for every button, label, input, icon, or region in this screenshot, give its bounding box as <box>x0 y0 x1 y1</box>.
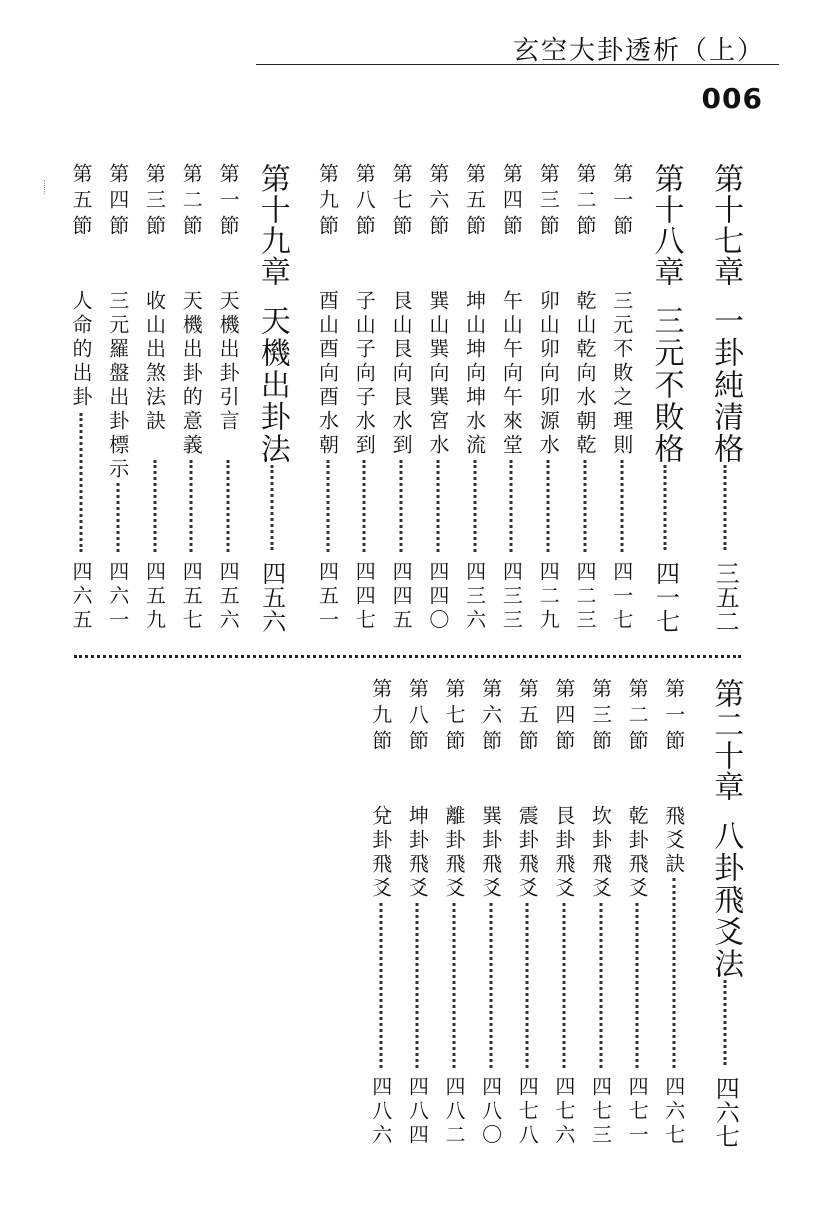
section-label: 第三節 <box>588 678 613 756</box>
toc-entry[interactable] <box>660 678 688 1148</box>
section-title: 子山子向子水到 <box>352 290 377 458</box>
section-label: 第二節 <box>625 678 650 756</box>
section-page: 四三六 <box>462 561 487 633</box>
dot-leader <box>363 460 366 552</box>
section-page: 四八二 <box>442 1076 467 1148</box>
dot-leader <box>599 903 602 1068</box>
section-title: 三元不敗之理則 <box>609 290 634 458</box>
toc-chapter-20[interactable] <box>704 678 747 1148</box>
header-rule <box>256 64 779 65</box>
section-title: 收山出煞法訣 <box>142 290 167 434</box>
section-title: 巽山巽向巽宮水 <box>425 290 450 458</box>
section-title: 艮卦飛爻 <box>551 805 576 901</box>
toc-entry[interactable] <box>440 678 468 1148</box>
section-label: 第二節 <box>572 163 597 241</box>
dot-leader <box>400 460 403 552</box>
dot-leader <box>270 465 273 550</box>
chapter-title: 三元不敗格 <box>648 305 684 465</box>
section-label: 第四節 <box>551 678 576 756</box>
toc-entry[interactable] <box>387 163 415 633</box>
dot-leader <box>489 903 492 1068</box>
section-title: 巽卦飛爻 <box>478 805 503 901</box>
section-label: 第五節 <box>68 163 93 241</box>
section-label: 第八節 <box>352 163 377 241</box>
section-title: 震卦飛爻 <box>515 805 540 901</box>
section-page: 四六五 <box>68 561 93 633</box>
toc-chapter-18[interactable] <box>644 163 688 633</box>
page-number: 006 <box>701 82 763 115</box>
section-label: 第三節 <box>142 163 167 241</box>
section-page: 四五九 <box>142 561 167 633</box>
chapter-title: 一卦純清格 <box>708 305 744 465</box>
toc-entry[interactable] <box>367 678 395 1148</box>
dot-leader <box>664 465 667 550</box>
section-page: 四八〇 <box>478 1076 503 1148</box>
chapter-page: 四六七 <box>711 1076 740 1148</box>
chapter-label: 第十八章 <box>648 163 684 287</box>
dot-leader <box>636 903 639 1068</box>
section-title: 艮山艮向艮水到 <box>389 290 414 458</box>
section-label: 第五節 <box>515 678 540 756</box>
section-label: 第五節 <box>462 163 487 241</box>
chapter-label: 第二十章 <box>708 678 744 802</box>
toc-entry[interactable] <box>104 163 132 633</box>
toc-entry[interactable] <box>571 163 599 633</box>
toc-chapter-19[interactable] <box>250 163 294 633</box>
toc-entry[interactable] <box>214 163 242 633</box>
section-label: 第一節 <box>609 163 634 241</box>
dot-leader <box>620 460 623 552</box>
dot-leader <box>562 903 565 1068</box>
section-title: 天機出卦引言 <box>216 290 241 434</box>
section-divider <box>74 655 741 658</box>
dot-leader <box>547 460 550 552</box>
section-page: 四一七 <box>609 561 634 633</box>
dot-leader <box>116 483 119 552</box>
section-label: 第七節 <box>389 163 414 241</box>
dot-leader <box>153 460 156 552</box>
section-label: 第四節 <box>105 163 130 241</box>
dot-leader <box>724 980 727 1065</box>
toc-entry[interactable] <box>534 163 562 633</box>
section-label: 第七節 <box>442 678 467 756</box>
section-title: 酉山酉向酉水朝 <box>315 290 340 458</box>
dot-leader <box>526 903 529 1068</box>
section-label: 第二節 <box>179 163 204 241</box>
section-title: 三元羅盤出卦標示 <box>105 290 130 482</box>
dot-leader <box>453 903 456 1068</box>
chapter-page: 四五六 <box>257 561 286 633</box>
section-title: 午山午向午來堂 <box>499 290 524 458</box>
section-page: 四四〇 <box>425 561 450 633</box>
section-page: 四五七 <box>179 561 204 633</box>
section-title: 乾山乾向水朝乾 <box>572 290 597 458</box>
section-title: 坤卦飛爻 <box>405 805 430 901</box>
section-page: 四八四 <box>405 1076 430 1148</box>
toc-entry[interactable] <box>513 678 541 1148</box>
toc-entry[interactable] <box>141 163 169 633</box>
section-label: 第八節 <box>405 678 430 756</box>
toc-entry[interactable] <box>477 678 505 1148</box>
toc-entry[interactable] <box>587 678 615 1148</box>
dot-leader <box>190 460 193 552</box>
section-title: 天機出卦的意義 <box>179 290 204 458</box>
section-page: 四二三 <box>572 561 597 633</box>
dot-leader <box>473 460 476 552</box>
section-page: 四六七 <box>661 1076 686 1148</box>
chapter-title: 八卦飛爻法 <box>708 820 744 980</box>
dot-leader <box>672 878 675 1068</box>
section-label: 第一節 <box>216 163 241 241</box>
toc-entry[interactable] <box>67 163 95 633</box>
toc-chapter-17[interactable] <box>703 163 747 633</box>
section-label: 第四節 <box>499 163 524 241</box>
section-page: 四三三 <box>499 561 524 633</box>
section-label: 第六節 <box>478 678 503 756</box>
chapter-title: 天機出卦法 <box>254 305 290 465</box>
section-title: 兌卦飛爻 <box>368 805 393 901</box>
section-title: 離卦飛爻 <box>442 805 467 901</box>
dot-leader <box>583 460 586 552</box>
toc-entry[interactable] <box>404 678 432 1148</box>
toc-entry[interactable] <box>177 163 205 633</box>
dot-leader <box>724 465 727 550</box>
toc-entry[interactable] <box>608 163 636 633</box>
dot-leader <box>436 460 439 552</box>
edge-mark <box>44 180 47 194</box>
section-title: 乾卦飛爻 <box>625 805 650 901</box>
section-page: 四七六 <box>551 1076 576 1148</box>
section-label: 第三節 <box>536 163 561 241</box>
dot-leader <box>379 903 382 1068</box>
dot-leader <box>510 460 513 552</box>
section-page: 四八六 <box>368 1076 393 1148</box>
section-label: 第九節 <box>315 163 340 241</box>
section-page: 四七八 <box>515 1076 540 1148</box>
book-title: 玄空大卦透析（上） <box>512 36 765 66</box>
toc-entry[interactable] <box>350 163 378 633</box>
section-title: 卯山卯向卯源水 <box>536 290 561 458</box>
section-page: 四七一 <box>625 1076 650 1148</box>
toc-bottom-block <box>367 678 747 1148</box>
chapter-page: 三五二 <box>711 561 740 633</box>
chapter-label: 第十七章 <box>708 163 744 287</box>
section-page: 四四七 <box>352 561 377 633</box>
toc-entry[interactable] <box>424 163 452 633</box>
section-title: 飛爻訣 <box>661 805 686 877</box>
section-label: 第九節 <box>368 678 393 756</box>
toc-entry[interactable] <box>623 678 651 1148</box>
toc-entry[interactable] <box>314 163 342 633</box>
dot-leader <box>416 903 419 1068</box>
section-page: 四七三 <box>588 1076 613 1148</box>
toc-entry[interactable] <box>498 163 526 633</box>
section-page: 四六一 <box>105 561 130 633</box>
chapter-label: 第十九章 <box>254 163 290 287</box>
toc-top-block <box>67 163 747 633</box>
section-label: 第六節 <box>425 163 450 241</box>
section-page: 四四五 <box>389 561 414 633</box>
toc-entry[interactable] <box>550 678 578 1148</box>
section-page: 四五六 <box>216 561 241 633</box>
dot-leader <box>79 413 82 552</box>
section-title: 人命的出卦 <box>68 290 93 410</box>
section-page: 四二九 <box>536 561 561 633</box>
section-page: 四五一 <box>315 561 340 633</box>
section-label: 第一節 <box>661 678 686 756</box>
section-title: 坤山坤向坤水流 <box>462 290 487 458</box>
dot-leader <box>227 460 230 552</box>
toc-entry[interactable] <box>461 163 489 633</box>
dot-leader <box>326 460 329 552</box>
chapter-page: 四一七 <box>651 561 680 633</box>
section-title: 坎卦飛爻 <box>588 805 613 901</box>
